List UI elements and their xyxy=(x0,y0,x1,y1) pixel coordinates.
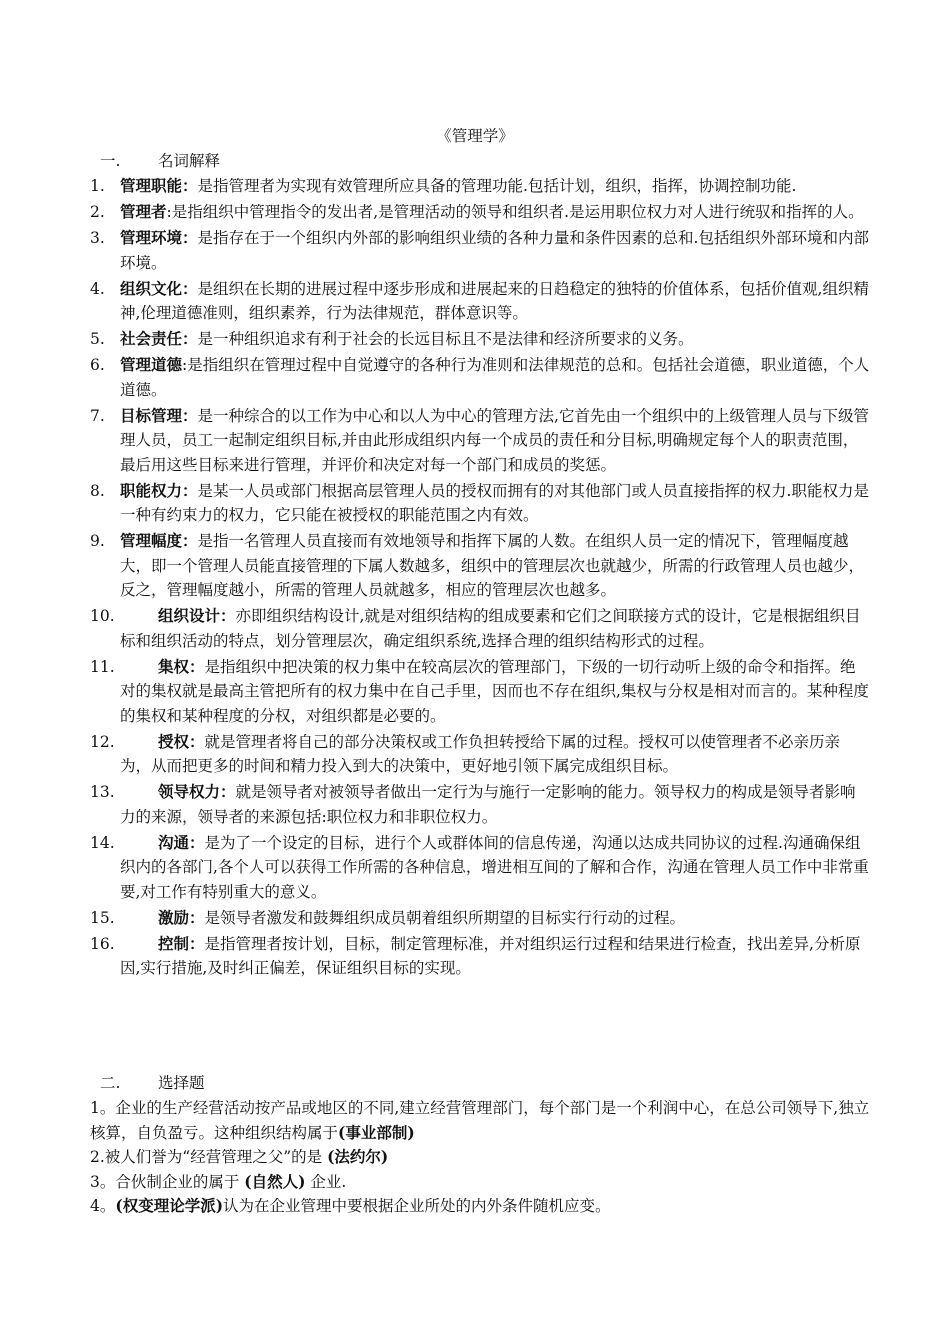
definition-term: 控制： xyxy=(158,933,205,953)
definition-term: 领导权力： xyxy=(158,782,236,801)
definition-text: 是一种综合的以工作为中心和以人为中心的管理方法,它首先由一个组织中的上级管理人员与下级管理人员，员工一起制定组织目标,并由此形成组织内每一个成员的责任和分目标,明确规定每个人的职责范围，最后用这些目标来进行管理，并评价和决定对每一个部门和成员的奖惩。 xyxy=(120,406,869,474)
definition-term: 管理道德 xyxy=(120,355,183,374)
answer-text: (事业部制) xyxy=(338,1122,415,1142)
definition-body xyxy=(90,404,870,478)
definition-term: 管理者 xyxy=(120,202,167,221)
definition-term: 目标管理： xyxy=(120,405,198,425)
definition-text: 亦即组织结构设计,就是对组织结构的组成要素和它们之间联接方式的设计，它是根据组织目标和组织活动的特点，划分管理层次，确定组织系统,选择合理的组织结构形式的过程。 xyxy=(120,607,861,650)
definition-text: 是指一名管理人员直接而有效地领导和指挥下属的人数。在组织人员一定的情况下，管理幅度越大，即一个管理人员能直接管理的下属人数越多，组织中的管理层次也就越少，所需的行政管理人员也越少，反之，管理幅度越小，所需的管理人员就越多，相应的管理层次也越多。 xyxy=(120,532,865,599)
definition-item xyxy=(90,353,870,402)
definition-body xyxy=(90,353,870,402)
definition-body xyxy=(90,604,870,653)
item-number: 2. xyxy=(90,203,105,221)
definition-item xyxy=(90,404,870,478)
section-number: 二. xyxy=(100,1074,121,1092)
definition-text: 就是管理者将自己的部分决策权或工作负担转授给下属的过程。授权可以使管理者不必亲历亲为，从而把更多的时间和精力投入到大的决策中，更好地引领下属完成组织目标。 xyxy=(120,732,841,775)
definition-item xyxy=(90,780,870,829)
definition-term: 组织文化： xyxy=(120,278,198,298)
item-number: 14. xyxy=(90,833,115,852)
item-number: 6. xyxy=(90,356,105,374)
definition-body xyxy=(90,479,870,528)
definition-term: 管理环境： xyxy=(120,228,198,247)
item-number: 9. xyxy=(90,532,105,550)
definition-term: 组织设计： xyxy=(158,606,236,625)
definition-body xyxy=(90,730,870,779)
document-title: 《管理学》 xyxy=(436,127,514,145)
choice-question xyxy=(90,1145,870,1170)
definition-item xyxy=(90,226,870,275)
definition-item xyxy=(90,479,870,528)
definition-term: 社会责任： xyxy=(120,329,198,348)
definition-text: :是指组织在管理过程中自觉遵守的各种行为准则和法律规范的总和。包括社会道德，职业道德，个人道德。 xyxy=(120,356,870,399)
item-number: 1. xyxy=(90,177,105,195)
question-text: 2.被人们誉为“经营管理之父”的是 xyxy=(90,1148,328,1166)
definition-body xyxy=(90,226,870,275)
answer-text: (法约尔) xyxy=(327,1147,389,1166)
answer-text: (权变理论学派) xyxy=(115,1196,224,1215)
definition-body xyxy=(90,831,870,905)
section-heading-choice xyxy=(100,1071,205,1095)
definition-body xyxy=(90,200,870,225)
question-text: 1。企业的生产经营活动按产品或地区的不同,建立经营管理部门，每个部门是一个利润中心，在总公司领导下,独立核算，自负盈亏。这种组织结构属于 xyxy=(90,1099,870,1142)
item-number: 10. xyxy=(90,607,115,625)
definition-text: 是指存在于一个组织内外部的影响组织业绩的各种力量和条件因素的总和.包括组织外部环境和内部环境。 xyxy=(120,229,869,272)
definition-term: 激励： xyxy=(158,907,205,927)
choice-question xyxy=(90,1170,870,1195)
definition-body xyxy=(90,327,870,352)
section-label: 名词解释 xyxy=(158,152,221,170)
definition-text: 是一种组织追求有利于社会的长远目标且不是法律和经济所要求的义务。 xyxy=(197,330,694,348)
question-text: 3。合伙制企业的属于 xyxy=(90,1172,245,1191)
definition-body xyxy=(90,780,870,829)
definition-item xyxy=(90,174,870,199)
answer-text: (自然人) xyxy=(244,1171,306,1191)
question-text: 认为在企业管理中要根据企业所处的内外条件随机应变。 xyxy=(223,1197,611,1215)
definition-text: 是指管理者为实现有效管理所应具备的管理功能.包括计划，组织，指挥，协调控制功能. xyxy=(197,177,797,195)
definition-term: 授权： xyxy=(158,731,205,751)
definition-item xyxy=(90,730,870,779)
section-heading-terms xyxy=(100,149,220,173)
definition-text: 是某一人员或部门根据高层管理人员的授权而拥有的对其他部门或人员直接指挥的权力.职能权力是一种有约束力的权力，它只能在被授权的职能范围之内有效。 xyxy=(120,481,869,524)
definition-text: 是领导者激发和鼓舞组织成员朝着组织所期望的目标实行行动的过程。 xyxy=(204,908,686,927)
definition-term: 集权： xyxy=(158,656,205,676)
item-number: 12. xyxy=(90,732,115,751)
definition-item xyxy=(90,655,870,729)
item-number: 7. xyxy=(90,406,105,425)
definition-item xyxy=(90,277,870,326)
item-number: 8. xyxy=(90,481,105,500)
choice-question-list xyxy=(90,1096,870,1219)
definition-term: 管理幅度： xyxy=(120,531,198,550)
definition-list xyxy=(90,174,870,982)
definition-body xyxy=(90,277,870,326)
definition-item xyxy=(90,906,870,931)
definition-item xyxy=(90,200,870,225)
definition-item xyxy=(90,831,870,905)
item-number: 5. xyxy=(90,330,105,348)
item-number: 11. xyxy=(90,657,115,676)
definition-text: 是指管理者按计划，目标，制定管理标准，并对组织运行过程和结果进行检查，找出差异,分析原因,实行措施,及时纠正偏差，保证组织目标的实现。 xyxy=(120,934,861,977)
definition-body xyxy=(90,932,870,981)
definition-item xyxy=(90,529,870,603)
item-number: 15. xyxy=(90,908,115,927)
definition-term: 沟通： xyxy=(158,832,205,852)
definition-body xyxy=(90,655,870,729)
section-label: 选择题 xyxy=(158,1074,205,1092)
item-number: 4. xyxy=(90,279,105,298)
choice-question xyxy=(90,1096,870,1145)
choice-question xyxy=(90,1194,870,1219)
definition-body xyxy=(90,174,870,199)
definition-term: 职能权力： xyxy=(120,480,198,500)
definition-text: 是指组织中把决策的权力集中在较高层次的管理部门，下级的一切行动听上级的命令和指挥。绝对的集权就是最高主管把所有的权力集中在自己手里，因而也不存在组织,集权与分权是相对而言的。某种程度的集权和某种程度的分权，对组织都是必要的。 xyxy=(120,657,869,725)
definition-body xyxy=(90,529,870,603)
definition-text: 是为了一个设定的目标，进行个人或群体间的信息传递，沟通以达成共同协议的过程.沟通确保组织内的各部门,各个人可以获得工作所需的各种信息，增进相互间的了解和合作，沟通在管理人员工作中非常重要,对工作有特别重大的意义。 xyxy=(120,833,869,901)
definition-body xyxy=(90,906,870,931)
definition-text: 就是领导者对被领导者做出一定行为与施行一定影响的能力。领导权力的构成是领导者影响力的来源，领导者的来源包括:职位权力和非职位权力。 xyxy=(120,783,856,826)
definition-text: 是组织在长期的进展过程中逐步形成和进展起来的日趋稳定的独特的价值体系，包括价值观,组织精神,伦理道德准则，组织素养，行为法律规范，群体意识等。 xyxy=(120,279,869,322)
definition-item xyxy=(90,327,870,352)
definition-text: :是指组织中管理指令的发出者,是管理活动的领导和组织者.是运用职位权力对人进行统驭和指挥的人。 xyxy=(166,203,864,221)
section-number: 一. xyxy=(100,152,121,170)
definition-item xyxy=(90,604,870,653)
definition-term: 管理职能： xyxy=(120,176,198,195)
question-text: 企业. xyxy=(305,1172,347,1191)
question-text: 4。 xyxy=(90,1197,116,1215)
definition-item xyxy=(90,932,870,981)
item-number: 3. xyxy=(90,229,105,247)
item-number: 13. xyxy=(90,783,115,801)
item-number: 16. xyxy=(90,934,115,953)
